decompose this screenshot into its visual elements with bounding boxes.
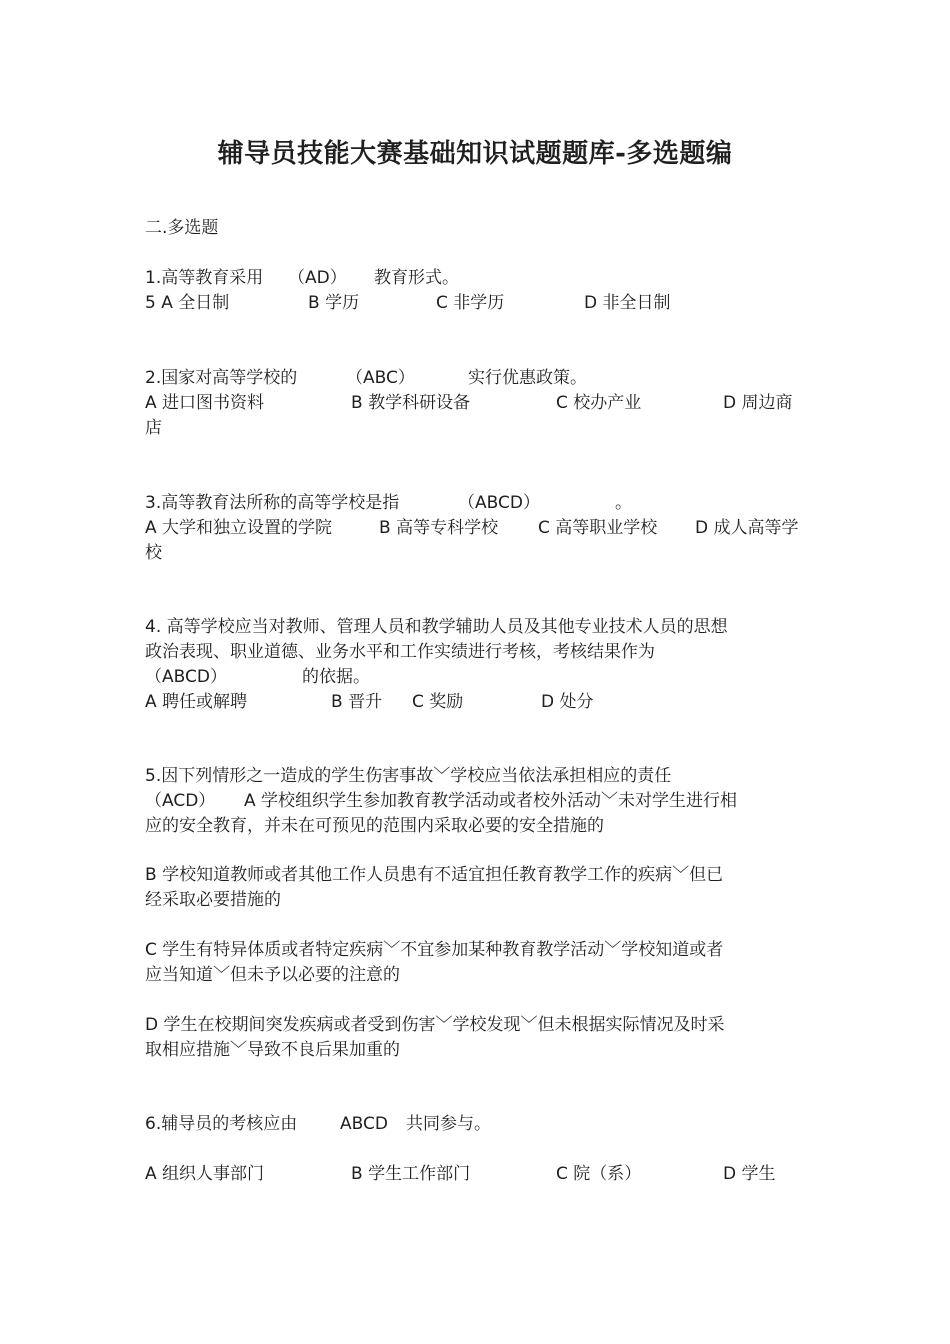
q2-option-d: D 周边商 [723, 393, 793, 413]
q4-option-a: A 聘任或解聘 [145, 692, 248, 712]
q1-option-a: 5 A 全日制 [145, 293, 230, 313]
q4-answer: （ABCD） [145, 667, 227, 687]
section-heading: 二.多选题 [145, 218, 219, 238]
q6-stem-b: 共同参与。 [406, 1114, 491, 1134]
q3-answer: （ABCD） [458, 493, 540, 513]
q5-option-b-2: 经采取必要措施的 [145, 890, 281, 910]
q1-option-c: C 非学历 [436, 293, 505, 313]
question-5-line-1: 5.因下列情形之一造成的学生伤害事故﹀学校应当依法承担相应的责任 [145, 766, 672, 786]
question-6-stem [145, 1112, 845, 1137]
question-2-stem [145, 366, 845, 391]
q3-option-b: B 高等专科学校 [379, 518, 499, 538]
q5-option-b-1: B 学校知道教师或者其他工作人员患有不适宜担任教育教学工作的疾病﹀但已 [145, 865, 724, 885]
q6-option-b: B 学生工作部门 [351, 1164, 471, 1184]
q6-option-d: D 学生 [723, 1164, 776, 1184]
q3-option-d-continued: 校 [145, 543, 162, 563]
question-1-stem [145, 266, 845, 291]
q2-option-d-continued: 店 [145, 418, 162, 438]
q4-option-b: B 晋升 [331, 692, 383, 712]
question-4-options [145, 690, 845, 715]
question-3-stem [145, 491, 845, 516]
q5-answer: （ACD） [145, 791, 216, 811]
q6-option-c: C 院（系） [556, 1164, 642, 1184]
q2-option-a: A 进口图书资料 [145, 393, 265, 413]
question-3-options [145, 516, 845, 541]
document-title: 辅导员技能大赛基础知识试题题库-多选题编 [217, 139, 733, 169]
q1-option-d: D 非全日制 [584, 293, 671, 313]
q2-option-b: B 教学科研设备 [351, 393, 471, 413]
q6-option-a: A 组织人事部门 [145, 1164, 265, 1184]
q5-option-c-1: C 学生有特异体质或者特定疾病﹀不宜参加某种教育教学活动﹀学校知道或者 [145, 940, 724, 960]
q4-stem-b: 的依据。 [302, 667, 370, 687]
q5-option-d-1: D 学生在校期间突发疾病或者受到伤害﹀学校发现﹀但未根据实际情况及时采 [145, 1015, 725, 1035]
q3-option-a: A 大学和独立设置的学院 [145, 518, 333, 538]
question-1-options [145, 291, 845, 316]
q1-option-b: B 学历 [308, 293, 360, 313]
q4-option-d: D 处分 [541, 692, 594, 712]
q1-stem-b: 教育形式。 [374, 268, 459, 288]
q2-answer: （ABC） [346, 368, 415, 388]
q1-stem-a: 1.高等教育采用 [145, 268, 264, 288]
q2-option-c: C 校办产业 [556, 393, 642, 413]
q1-answer: （AD） [288, 268, 347, 288]
q6-stem-a: 6.辅导员的考核应由 [145, 1114, 298, 1134]
q5-option-d-2: 取相应措施﹀导致不良后果加重的 [145, 1040, 400, 1060]
q6-answer: ABCD [340, 1114, 388, 1134]
q5-option-a-1: A 学校组织学生参加教育教学活动或者校外活动﹀未对学生进行相 [244, 791, 738, 811]
question-5-line-2 [145, 789, 845, 814]
q3-stem-a: 3.高等教育法所称的高等学校是指 [145, 493, 400, 513]
q4-option-c: C 奖励 [412, 692, 464, 712]
question-2-options [145, 391, 845, 416]
question-6-options [145, 1162, 845, 1187]
q5-option-c-2: 应当知道﹀但未予以必要的注意的 [145, 965, 400, 985]
q3-option-c: C 高等职业学校 [538, 518, 658, 538]
question-4-line-1: 4. 高等学校应当对教师、管理人员和教学辅助人员及其他专业技术人员的思想 [145, 617, 728, 637]
q2-stem-a: 2.国家对高等学校的 [145, 368, 298, 388]
question-4-line-3 [145, 665, 845, 690]
q2-stem-b: 实行优惠政策。 [468, 368, 587, 388]
q5-option-a-2: 应的安全教育，并未在可预见的范围内采取必要的安全措施的 [145, 816, 604, 836]
q3-stem-b: 。 [615, 493, 632, 513]
q3-option-d: D 成人高等学 [695, 518, 799, 538]
question-4-line-2: 政治表现、职业道德、业务水平和工作实绩进行考核，考核结果作为 [145, 642, 655, 662]
